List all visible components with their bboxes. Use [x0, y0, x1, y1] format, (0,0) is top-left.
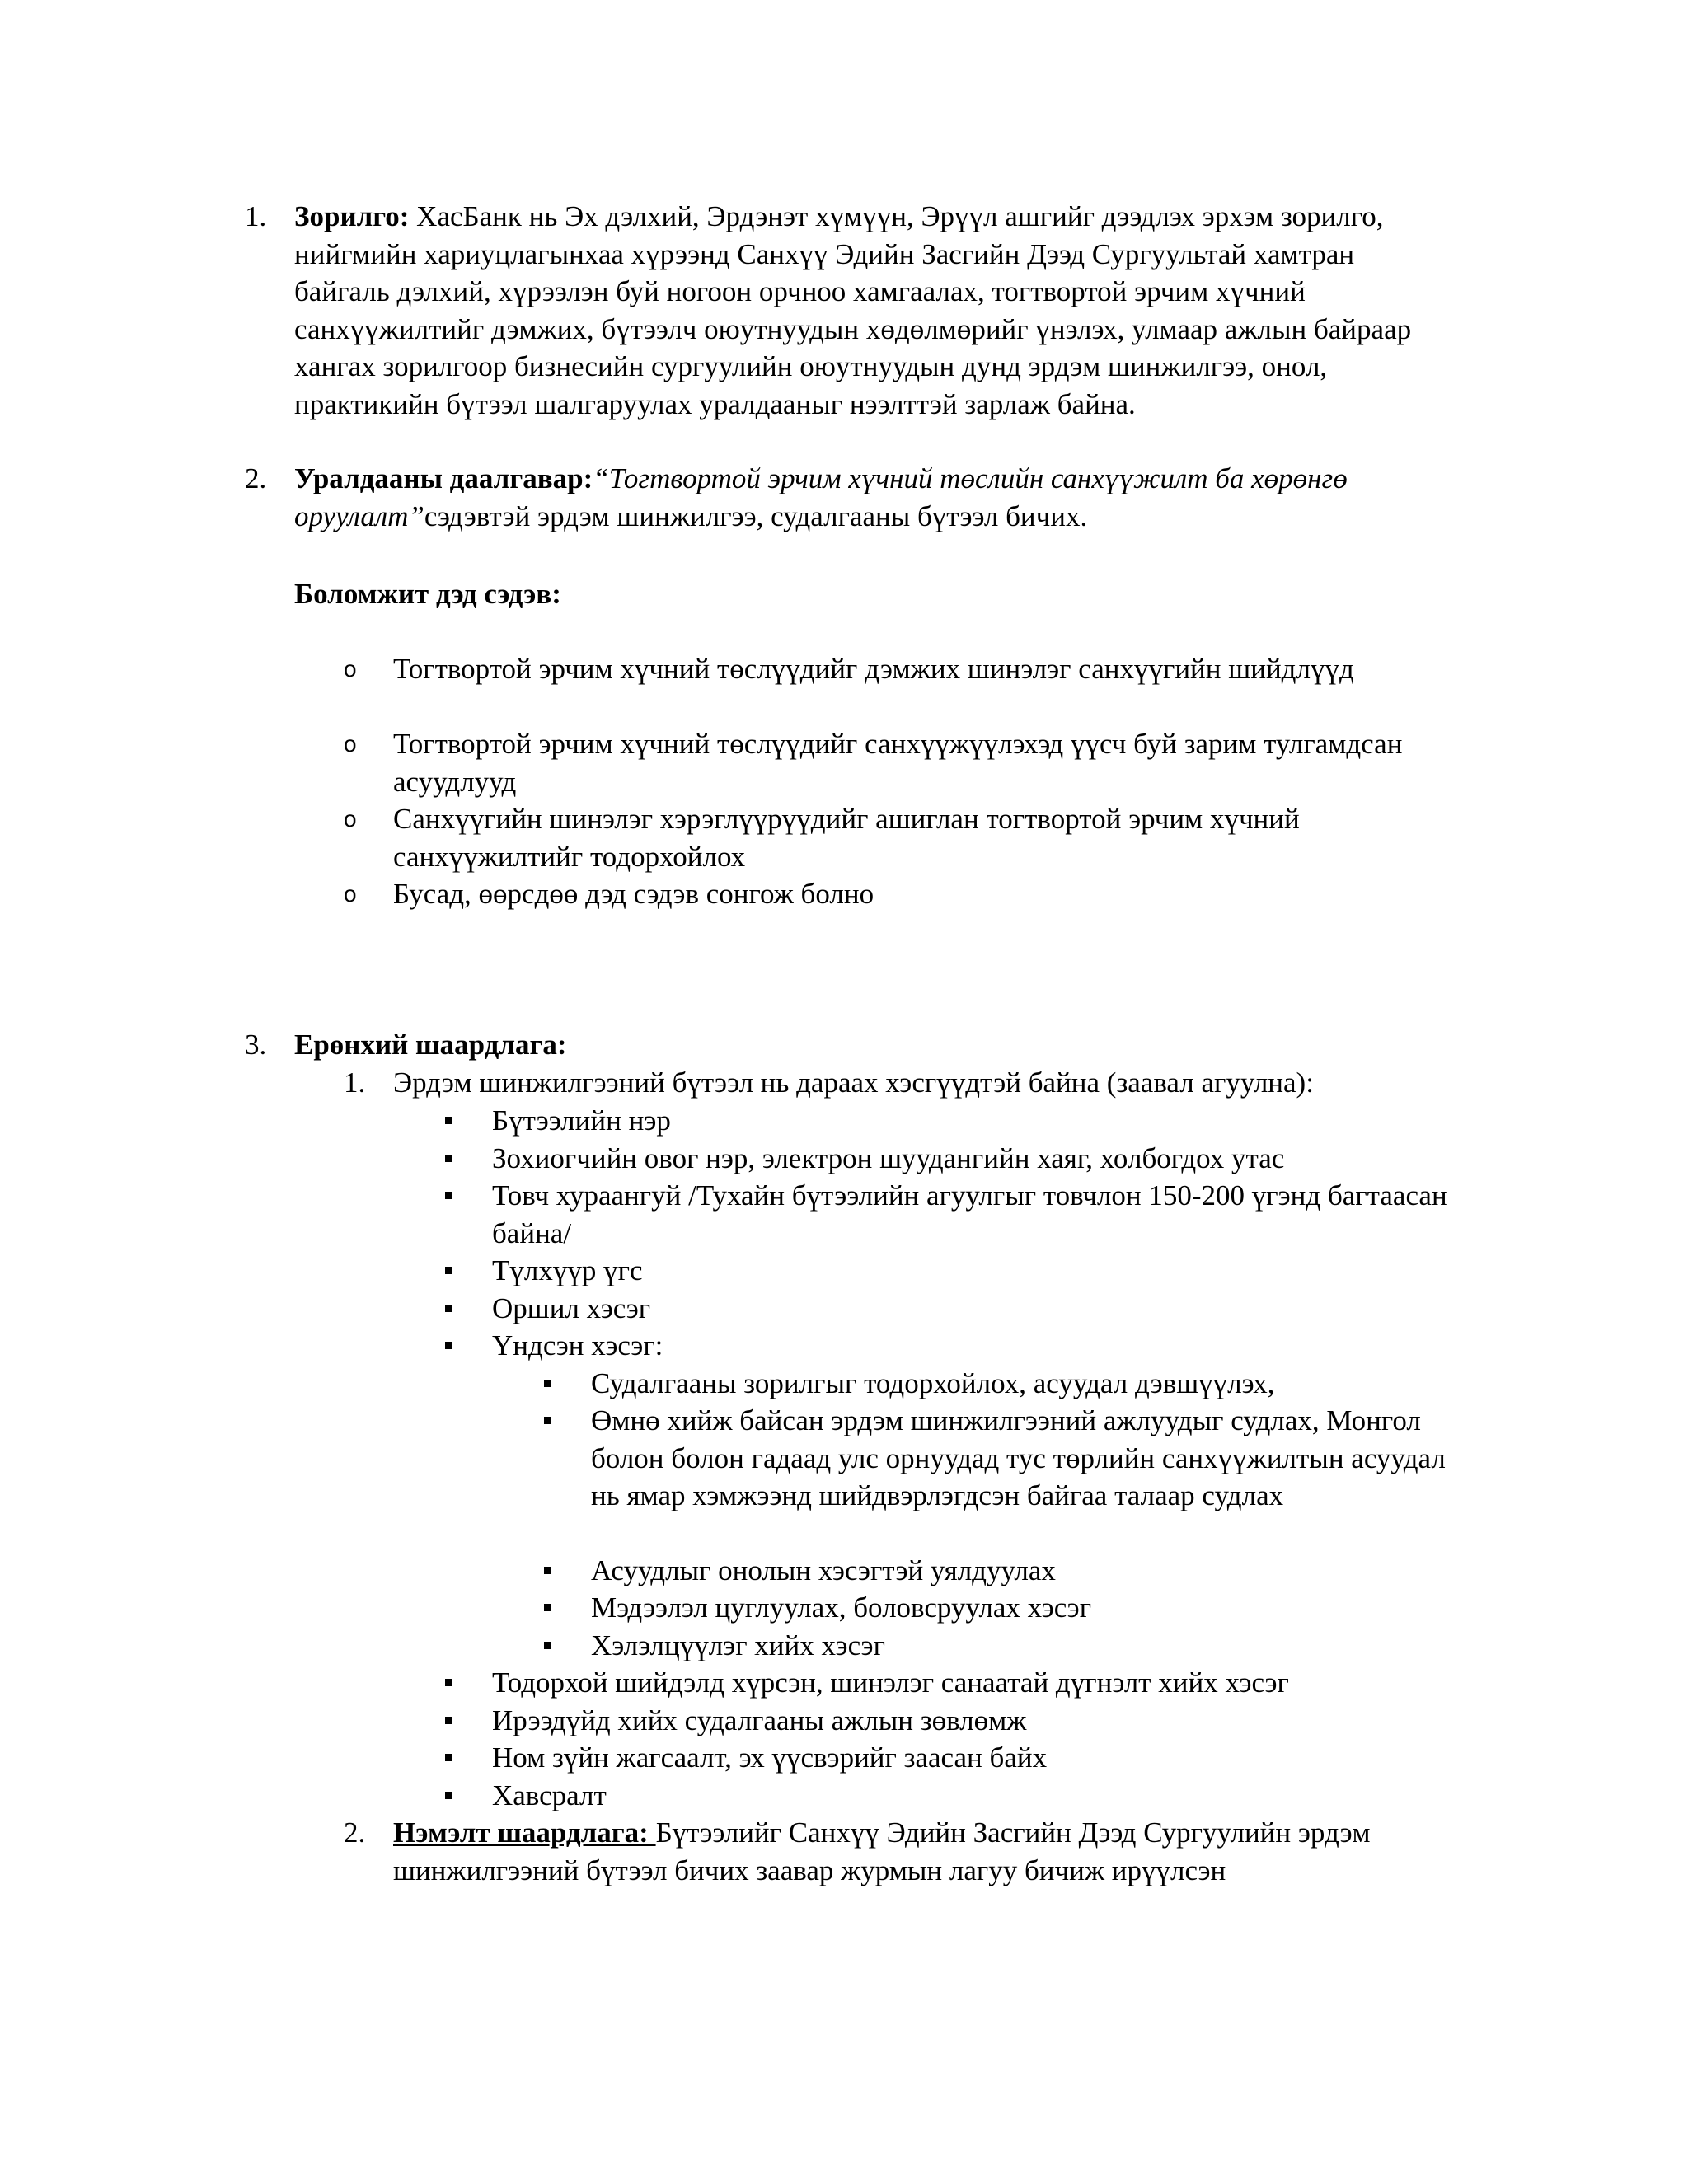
section-task-label: Уралдааны даалгавар:: [294, 462, 593, 494]
circle-bullet-icon: o: [344, 731, 357, 757]
square-bullet-icon: [445, 1267, 452, 1274]
subtopics-heading: Боломжит дэд сэдэв:: [294, 578, 561, 610]
section-task-text: Уралдааны даалгавар:“Тогтвортой эрчим хүчний төслийн санхүүжилт ба хөрөнгө оруулалт”сэдэвтэй эрдэм шинжилгээ, судалгааны бүтээл бичих.: [294, 462, 1348, 532]
circle-bullet-icon: o: [344, 656, 357, 682]
section-number: 3.: [245, 1029, 267, 1061]
square-bullet-icon: [544, 1567, 551, 1574]
square-bullet-icon: [445, 1342, 452, 1349]
circle-bullet-icon: o: [344, 881, 357, 907]
square-bullet-icon: [445, 1192, 452, 1199]
square-bullet-icon: [445, 1792, 452, 1799]
square-bullet-icon: [445, 1754, 452, 1761]
square-bullet-icon: [445, 1679, 452, 1686]
square-bullet-icon: [544, 1417, 551, 1424]
requirement-number: 2.: [344, 1816, 366, 1849]
section-goal-text: Зорилго: ХасБанк нь Эх дэлхий, Эрдэнэт хүмүүн, Эрүүл ашгийг дээдлэх эрхэм зорилго, нийгмийн хариуцлагынхаа хүрээнд Санхүү Эдийн Засгийн Дээд Сургуультай хамтран байгаль дэлхий, хүрээлэн буй ногоон орчноо хамгаалах, тогтвортой эрчим хүчний санхүүжилтийг дэмжих, бүтээлч оюутнуудын хөдөлмөрийг үнэлэх, улмаар ажлын байраар хангах зорилгоор бизнесийн сургуулийн оюутнуудын дунд эрдэм шинжилгээ, онол, практикийн бүтээл шалгаруулах уралдааныг нээлттэй зарлаж байна.: [294, 200, 1412, 420]
section-goal-label: Зорилго:: [294, 200, 410, 232]
circle-bullet-icon: o: [344, 806, 357, 832]
square-bullet-icon: [544, 1604, 551, 1611]
section-number: 2.: [245, 462, 267, 494]
requirement-number: 1.: [344, 1066, 366, 1099]
square-bullet-icon: [445, 1155, 452, 1162]
section-number: 1.: [245, 200, 267, 232]
square-bullet-icon: [445, 1305, 452, 1312]
section-task-topic: “Тогтвортой эрчим хүчний төслийн санхүүжилт ба хөрөнгө оруулалт”: [294, 462, 1348, 532]
document-page: 1. Зорилго: ХасБанк нь Эх дэлхий, Эрдэнэт хүмүүн, Эрүүл ашгийг дээдлэх эрхэм зорилго, нийгмийн хариуцлагынхаа хүрээнд Санхүү Эдийн Засгийн Дээд Сургуультай хамтран байгаль дэлхий, хүрээлэн буй ногоон орчноо хамгаалах, тогтвортой эрчим хүчний санхүүжилтийг дэмжих, бүтээлч оюутнуудын хөдөлмөрийг үнэлэх, улмаар ажлын байраар хангах зорилгоор бизнесийн сургуулийн оюутнуудын дунд эрдэм шинжилгээ, онол, практикийн бүтээл шалгаруулах уралдааныг нээлттэй зарлаж байна. 2. Уралдааны даалгавар:“Тогтвортой эрчим хүчний төслийн санхүүжилт ба хөрөнгө оруулалт”сэдэвтэй эрдэм шинжилгээ, судалгааны бүтээл бичих. Боломжит дэд сэдэв: o Тогтвортой эрчим хүчний төслүүдийг дэмжих шинэлэг санхүүгийн шийдлүүд o Тогтвортой эрчим хүчний төслүүдийг санхүүжүүлэхэд үүсч буй зарим тулгамдсан асуудлууд o Санхүүгийн шинэлэг хэрэглүүрүүдийг ашиглан тогтвортой эрчим хүчний санхүүжилтийг тодорхойлох o Бусад, өөрсдөө дэд сэдэв сонгож болно 3. Ерөнхий шаардлага: 1. Эрдэм шинжилгээний бүтээл нь дараах хэсгүүдтэй байна (заавал агуулна): Бүтээлийн нэр Зохиогчийн овог нэр, электрон шуудангийн хаяг, холбогдох утас Товч хураангуй /Тухайн бүтээлийн агуулгыг товчлон 150-200 үгэнд багтаасан байна/ Түлхүүр үгс Оршил хэсэг Үндсэн хэсэг: Судалгааны зорилгыг тодорхойлох, асуудал дэвшүүлэх, Өмнө хийж байсан эрдэм шинжилгээний ажлуудыг судлах, Монгол болон болон гадаад улс орнуудад тус төрлийн санхүүжилтын асуудал нь ямар хэмжээнд шийдвэрлэгдсэн байгаа талаар судлах Асуудлыг онолын хэсэгтэй уялдуулах Мэдээлэл цуглуулах, боловсруулах хэсэг Хэлэлцүүлэг хийх хэсэг Тодорхой шийдэлд хүрсэн, шинэлэг санаатай дүгнэлт хийх хэсэг Ирээдүйд хийх судалгааны ажлын зөвлөмж Ном зүйн жагсаалт, эх үүсвэрийг заасан байх Хавсралт 2. Нэмэлт шаардлага: Бүтээлийг Санхүү Эдийн Засгийн Дээд Сургуулийн эрдэм шинжилгээний бүтээл бичих заавар журмын лагуу бичиж ирүүлсэн: [0, 0, 1688, 2184]
section-requirements-label: Ерөнхий шаардлага:: [294, 1029, 567, 1061]
square-bullet-icon: [544, 1642, 551, 1649]
requirement-2-text: Нэмэлт шаардлага: Бүтээлийг Санхүү Эдийн Засгийн Дээд Сургуулийн эрдэм шинжилгээний бүтээл бичих заавар журмын лагуу бичиж ирүүлсэн: [393, 1816, 1371, 1886]
requirement-2-label: Нэмэлт шаардлага:: [393, 1816, 656, 1849]
square-bullet-icon: [445, 1717, 452, 1724]
square-bullet-icon: [544, 1380, 551, 1387]
square-bullet-icon: [445, 1117, 452, 1124]
